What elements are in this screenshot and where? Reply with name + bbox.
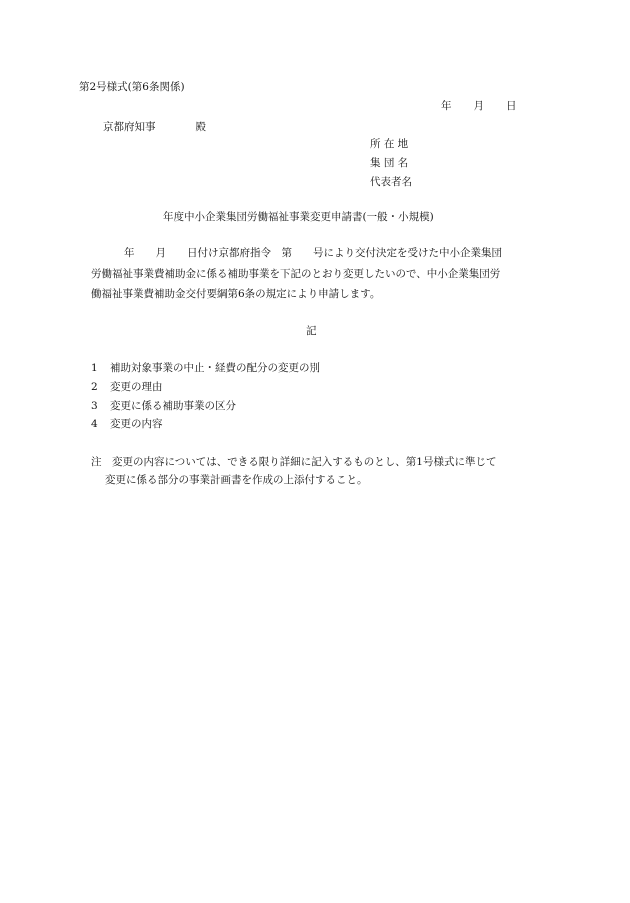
list-item-text: 変更に係る補助事業の区分 (110, 400, 236, 412)
list-item-text: 変更の理由 (110, 381, 163, 393)
applicant-address-label: 所 在 地 (370, 138, 409, 150)
note-text-line: 注 変更の内容については、できる限り詳細に記入するものとし、第1号様式に準じて (91, 456, 497, 468)
list-item-number: 1 (91, 362, 98, 374)
addressee (103, 122, 206, 133)
form-number: 第2号様式(第6条関係) (79, 81, 185, 93)
list-item-number: 3 (91, 400, 98, 412)
body-text-line: 働福祉事業費補助金交付要綱第6条の規定により申請します。 (91, 288, 381, 300)
date-month: 月 (473, 100, 484, 112)
list-item-number: 4 (91, 418, 98, 430)
date-line (441, 101, 517, 112)
list-item (91, 419, 163, 430)
note-text-line: 変更に係る部分の事業計画書を作成の上添付すること。 (105, 474, 368, 486)
body-text-line: 労働福祉事業費補助金に係る補助事業を下記のとおり変更したいので、中小企業集団労 (91, 268, 501, 280)
list-item (91, 401, 236, 412)
list-item-text: 変更の内容 (110, 418, 163, 430)
addressee-name: 京都府知事 (103, 121, 156, 133)
applicant-representative-label: 代表者名 (370, 176, 412, 188)
date-year: 年 (441, 100, 452, 112)
ki-heading: 記 (306, 325, 317, 337)
list-item (91, 363, 320, 374)
date-day: 日 (506, 100, 517, 112)
addressee-honorific: 殿 (195, 121, 206, 133)
list-item-text: 補助対象事業の中止・経費の配分の変更の別 (110, 362, 320, 374)
list-item-number: 2 (91, 381, 98, 393)
list-item (91, 382, 163, 393)
applicant-group-label: 集 団 名 (370, 157, 409, 169)
body-text-line: 年 月 日付け京都府指令 第 号により交付決定を受けた中小企業集団 (124, 247, 502, 259)
document-title: 年度中小企業集団労働福祉事業変更申請書(一般・小規模) (163, 211, 434, 223)
